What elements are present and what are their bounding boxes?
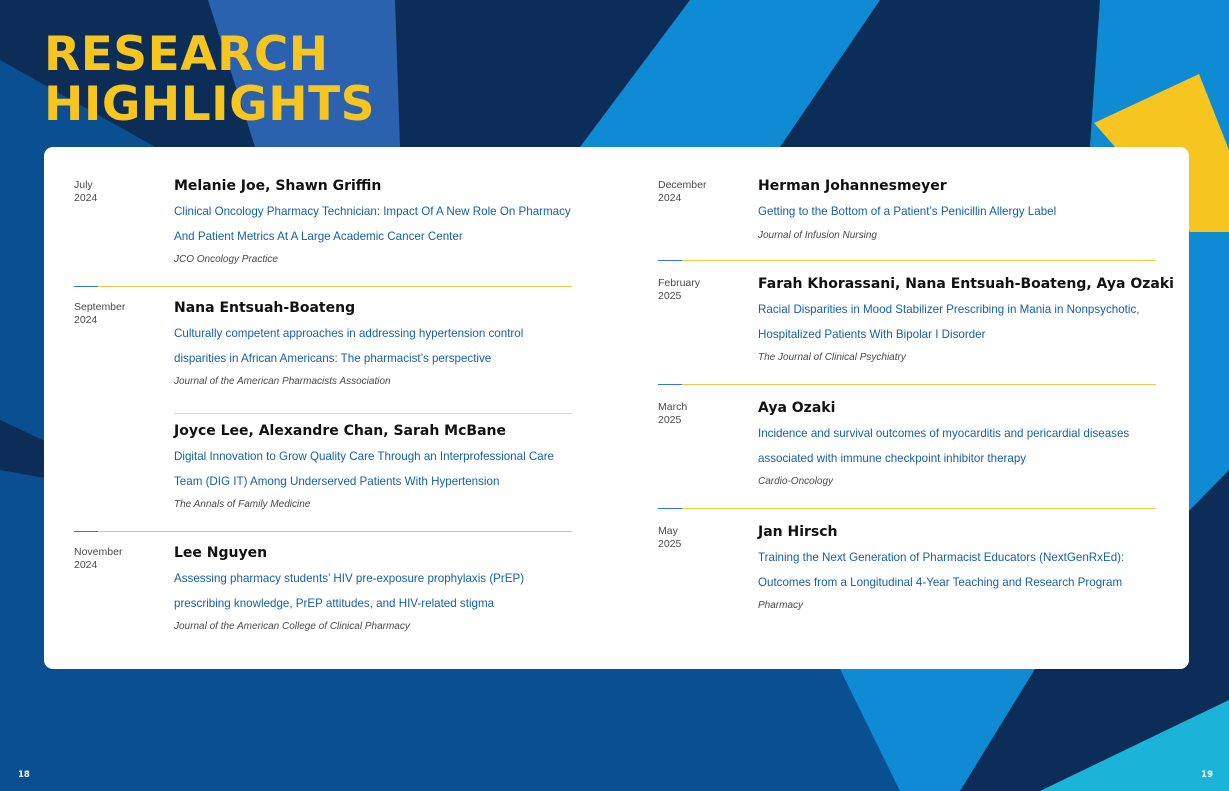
entry-divider xyxy=(658,508,1156,509)
entry-month: May xyxy=(658,525,678,537)
entry-month: July xyxy=(74,179,93,191)
publication-journal: Journal of Infusion Nursing xyxy=(758,229,877,241)
entry-divider xyxy=(74,531,572,532)
publication-journal: Pharmacy xyxy=(758,600,804,611)
publication-title[interactable]: Clinical Oncology Pharmacy Technician: Impact Of A New Role On Pharmacy And Patient Metrics At A Large Academic Cancer Center xyxy=(174,205,571,243)
entry-date xyxy=(658,525,748,551)
entry-month: February xyxy=(658,277,701,289)
publication-divider xyxy=(174,413,572,414)
entry-date xyxy=(658,277,748,303)
entry-date xyxy=(74,301,164,327)
entry-month: November xyxy=(74,546,123,558)
publication-authors: Melanie Joe, Shawn Griffin xyxy=(174,178,382,194)
publication xyxy=(758,276,1174,364)
entry-year: 2025 xyxy=(658,414,682,426)
publication-authors: Aya Ozaki xyxy=(758,400,836,416)
publication xyxy=(174,424,572,511)
publication xyxy=(758,179,1156,242)
title-line-2: HIGHLIGHTS xyxy=(44,77,375,132)
highlights-panel xyxy=(44,147,1189,669)
publication-authors: Jan Hirsch xyxy=(758,524,838,540)
publication-authors: Herman Johannesmeyer xyxy=(758,178,947,194)
entry-year: 2024 xyxy=(74,192,98,204)
entry-month: September xyxy=(74,301,126,313)
publication-authors: Lee Nguyen xyxy=(174,545,268,561)
publication-journal: Journal of the American College of Clinical Pharmacy xyxy=(174,621,410,632)
publication xyxy=(758,525,1156,612)
publication-journal: Cardio-Oncology xyxy=(758,476,834,487)
entry-year: 2025 xyxy=(658,538,682,550)
publication-title[interactable]: Getting to the Bottom of a Patient’s Penicillin Allergy Label xyxy=(758,205,1057,218)
publication-journal: JCO Oncology Practice xyxy=(174,254,278,265)
entry-month: December xyxy=(658,179,707,191)
publication-authors: Joyce Lee, Alexandre Chan, Sarah McBane xyxy=(174,423,506,439)
publication-journal: The Journal of Clinical Psychiatry xyxy=(758,352,906,363)
publication-title[interactable]: Racial Disparities in Mood Stabilizer Prescribing in Mania in Nonpsychotic, Hospitalized Patients With Bipolar I Disorder xyxy=(758,303,1140,341)
entry-year: 2024 xyxy=(658,192,682,204)
entry-year: 2025 xyxy=(658,290,682,302)
entry-date xyxy=(74,179,164,205)
entry-year: 2024 xyxy=(74,559,98,571)
publication xyxy=(174,301,572,388)
entry-divider xyxy=(658,260,1156,261)
entry-month: March xyxy=(658,401,688,413)
publication-title[interactable]: Assessing pharmacy students’ HIV pre-exposure prophylaxis (PrEP) prescribing knowledge, PrEP attitudes, and HIV-related stigma xyxy=(174,572,525,610)
publication xyxy=(758,401,1156,488)
entry-date xyxy=(658,179,748,205)
entry-year: 2024 xyxy=(74,314,98,326)
publication-title[interactable]: Incidence and survival outcomes of myocarditis and pericardial diseases associated with immune checkpoint inhibitor therapy xyxy=(758,427,1130,465)
publication-journal: The Annals of Family Medicine xyxy=(174,499,311,510)
publication-journal: Journal of the American Pharmacists Association xyxy=(174,376,391,387)
entry-date xyxy=(658,401,748,427)
page-title xyxy=(44,27,375,132)
publication-authors: Farah Khorassani, Nana Entsuah-Boateng, Aya Ozaki xyxy=(758,276,1174,292)
publication xyxy=(174,179,572,266)
publication-authors: Nana Entsuah-Boateng xyxy=(174,300,356,316)
title-line-1: RESEARCH xyxy=(44,27,329,82)
entry-divider xyxy=(658,384,1156,385)
page-number-right: 19 xyxy=(1201,770,1213,780)
publication-title[interactable]: Training the Next Generation of Pharmacist Educators (NextGenRxEd): Outcomes from a Longitudinal 4-Year Teaching and Research Program xyxy=(758,551,1125,589)
page-number-left: 18 xyxy=(18,770,30,780)
publication xyxy=(174,546,572,633)
entry-date xyxy=(74,546,164,572)
entry-divider xyxy=(74,286,572,287)
publication-title[interactable]: Digital Innovation to Grow Quality Care Through an Interprofessional Care Team (DIG IT) Among Underserved Patients With Hypertension xyxy=(174,450,555,488)
publication-title[interactable]: Culturally competent approaches in addressing hypertension control disparities in African Americans: The pharmacist’s perspective xyxy=(174,327,524,365)
